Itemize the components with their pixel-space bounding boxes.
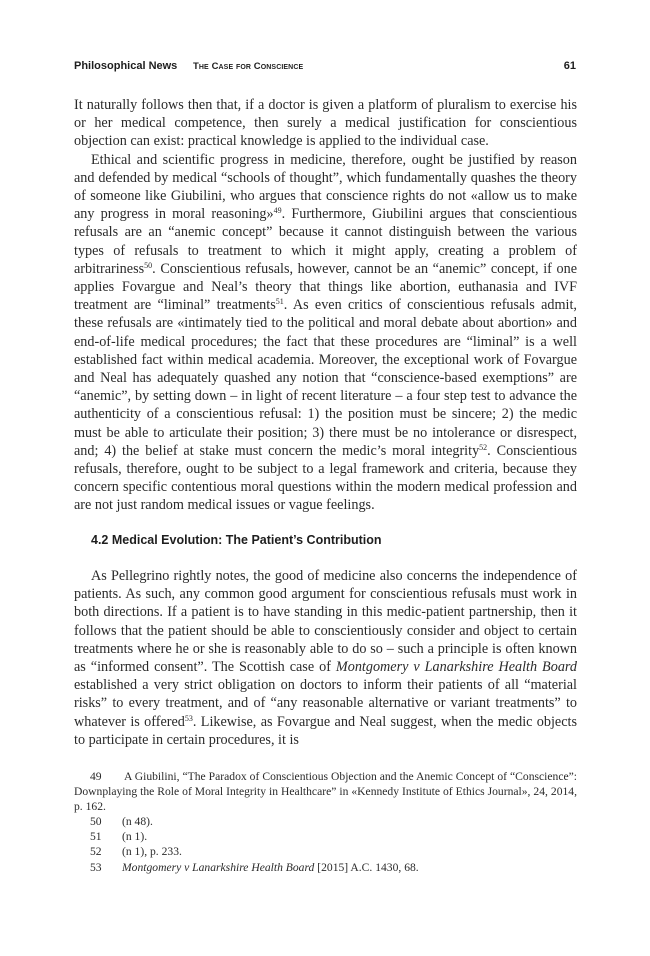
footnote — [74, 829, 577, 844]
footnote — [74, 814, 577, 829]
paragraph — [74, 151, 577, 515]
footnote-text: (n 48). — [122, 815, 153, 829]
paragraph-text: As Pellegrino rightly notes, the good of medicine also concerns the independence of patients. As such, any common good argument for conscientious refusals must work in both directions. If a patient is to have standing in this medic-patient partnership, then it follows that the patient should be able to conscientiously consider and object to certain treatments where he or she is reasonably able to do so – such a principle is often known as “informed consent”. The Scottish case of — [74, 568, 577, 676]
section-body-text — [74, 567, 577, 749]
journal-name: Philosophical News — [74, 60, 178, 72]
footnote-number: 53 — [90, 860, 102, 874]
paragraph-text: . Furthermore, Giubilini argues that conscientious refusals are an “anemic concept” because it cannot distinguish between the various types of refusals to treatment to which it might apply, creating a problem of arbitrariness — [74, 206, 577, 277]
paragraph-text: Ethical and scientific progress in medicine, therefore, ought be justified by reason and defended by medical “schools of thought”, which fundamentally quashes the theory of someone like Giubilini, who argues that conscience rights do not «allow us to make any progress in moral reasoning» — [74, 151, 577, 223]
footnote-ref: 49 — [273, 206, 282, 216]
footnote-text: (n 1). — [122, 830, 148, 844]
page-number: 61 — [563, 60, 576, 72]
footnote-number: 51 — [90, 830, 102, 844]
footnotes — [74, 769, 577, 875]
footnote-ref: 50 — [144, 260, 153, 270]
footnote-number: 50 — [90, 815, 102, 829]
paragraph-text: . As even critics of conscientious refusals admit, these refusals are «intimately tied to the political and moral debate about abortion» and end-of-life medical procedures; the fact that these procedures are “liminal” is a well established fact within medical academia. Moreover, the exceptional work of Fovargue and Neal has adequately quashed any notion that “conscience-based exemptions” are “anemic”, by setting down – in light of recent literature – a four step test to advance the authenticity of a conscientious refusal: 1) the position must be sincere; 2) the medic must be able to articulate their position; 3) there must be no intolerance or disrespect, and; 4) the belief at stake must concern the medic’s moral integrity — [74, 297, 577, 459]
footnote-ref: 51 — [275, 297, 284, 307]
footnote-case-name: Montgomery v Lanarkshire Health Board — [122, 860, 315, 874]
running-title: The Case for Conscience — [193, 61, 304, 72]
footnote-number: 49 — [90, 770, 102, 783]
footnote-ref: 52 — [479, 442, 488, 452]
body-text — [74, 96, 577, 515]
paragraph — [74, 567, 577, 749]
footnote-number: 52 — [90, 845, 102, 859]
paragraph-text: . Conscientious refusals, however, cannot be an “anemic” concept, if one applies Fovargue and Neal’s theory that things like abortion, euthanasia and IVF treatment are “liminal” treatments — [74, 260, 577, 314]
paragraph-text: established a very strict obligation on doctors to inform their patients of all “material risks” to every treatment, and of “any reasonable alternative or variant treatments” to whatever is offered — [74, 677, 577, 730]
case-name: Montgomery v Lanarkshire Health Board — [335, 659, 578, 676]
paragraph-text: . Conscientious refusals, therefore, ought to be subject to a legal framework and criteria, because they concern specific contentious moral questions within the modern medical profession and are not just random medical issues or vague feelings. — [74, 442, 578, 514]
footnote-text: (n 1), p. 233. — [122, 845, 182, 859]
paragraph-text: . Likewise, as Fovargue and Neal suggest, when the medic objects to participate in certain procedures, it is — [74, 713, 577, 748]
footnote-ref: 53 — [184, 713, 193, 723]
footnote — [74, 769, 577, 814]
footnote-text: A Giubilini, “The Paradox of Conscientious Objection and the Anemic Concept of “Conscience”: Downplaying the Role of Moral Integrity in Healthcare” in «Kennedy Institute of Ethics Journal», 24, 2014, p. 162. — [74, 770, 577, 814]
footnote-text: [2015] A.C. 1430, 68. — [314, 860, 419, 874]
footnote — [74, 860, 577, 875]
page-header — [74, 60, 576, 76]
footnote — [74, 844, 577, 859]
paragraph: It naturally follows then that, if a doctor is given a platform of pluralism to exercise his or her medical competence, then surely a medical justification for conscientious objection can exist: practical knowledge is applied to the individual case. — [74, 97, 577, 150]
section-heading: 4.2 Medical Evolution: The Patient’s Contribution — [91, 533, 382, 547]
